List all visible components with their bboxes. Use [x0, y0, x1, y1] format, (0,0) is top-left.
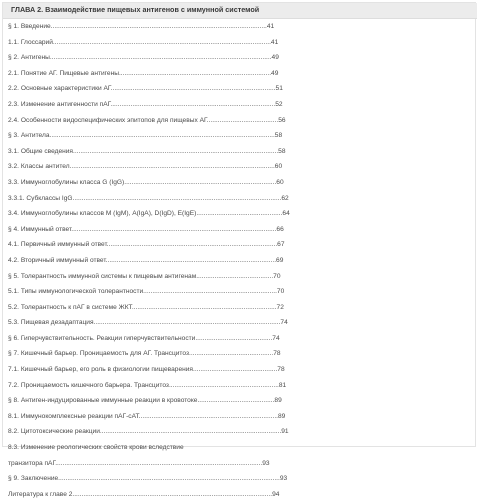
toc-entry: 7.1. Кишечный барьер, его роль в физиологии пищеварения..............................................78 — [8, 366, 285, 374]
toc-entry: 3.1. Общие сведения................................................................................................................58 — [8, 147, 286, 155]
toc-entry: 8.2. Цитотоксические реакции...................................................................................................91 — [8, 428, 289, 436]
toc-entry: 2.2. Основные характеристики АГ..........................................................................................51 — [8, 85, 283, 93]
toc-entry: 5.2. Толерантность к пАГ в системе ЖКТ...............................................................................72 — [8, 303, 284, 311]
toc-entry: § 2. Антигены.........................................................................................................................49 — [8, 54, 279, 62]
toc-entry: 5.3. Пищевая дезадаптация......................................................................................................74 — [8, 319, 288, 327]
toc-entry: § 5. Толерантность иммунной системы к пищевым антигенам..........................................70 — [8, 272, 281, 280]
toc-entry: 4.2. Вторичный иммунный ответ.............................................................................................69 — [8, 256, 284, 264]
toc-entry: § 6. Гиперчувствительность. Реакции гиперчувствительности..........................................74 — [8, 334, 280, 342]
toc-entry: 1.1. Глоссарий.......................................................................................................................41 — [8, 38, 279, 46]
toc-entry: 3.4. Иммуноглобулины классов М (IgM), A(IgA), D(IgD), E(IgE)...............................................64 — [8, 210, 290, 218]
toc-entry: 8.3. Изменение реологических свойств крови вследствие — [8, 444, 184, 452]
toc-entry: 5.1. Типы иммунологической толерантности.........................................................................70 — [8, 288, 285, 296]
chapter-title: ГЛАВА 2. Взаимодействие пищевых антигенов с иммунной системой — [11, 5, 260, 14]
chapter-header — [3, 3, 477, 19]
toc-entry: транзитора пАГ.................................................................................................................93 — [8, 459, 270, 467]
toc-entry: § 4. Иммунный ответ................................................................................................................66 — [8, 225, 284, 233]
toc-entry: § 1. Введение......................................................................................................................41 — [8, 23, 275, 30]
toc-entry: § 9. Заключение.........................................................................................................................93 — [8, 475, 288, 483]
toc-entry: 7.2. Проницаемость кишечного барьера. Трансцитоз............................................................81 — [8, 381, 287, 389]
toc-entry: § 8. Антиген-индуцированные иммунные реакции в кровотоке..........................................89 — [8, 397, 282, 405]
table-of-contents — [8, 19, 468, 502]
toc-entry: § 3. Антитела...........................................................................................................................58 — [8, 132, 283, 140]
toc-entry: 2.4. Особенности видоспецифических эпитопов для пищевых АГ.......................................56 — [8, 116, 286, 124]
toc-entry: § 7. Кишечный барьер. Проницаемость для АГ. Трансцитоз..............................................78 — [8, 350, 281, 358]
toc-entry: 3.3. Иммуноглобулины класса G (IgG)...................................................................................60 — [8, 178, 284, 186]
toc-entry: Литература к главе 2.............................................................................................................94 — [8, 490, 280, 498]
toc-entry: 3.2. Классы антител................................................................................................................60 — [8, 163, 283, 171]
toc-entry: 4.1. Первичный иммунный ответ.............................................................................................67 — [8, 241, 285, 249]
toc-entry: 2.1. Понятие АГ. Пищевые антигены...................................................................................49 — [8, 69, 279, 77]
toc-entry: 2.3. Изменение антигенности пАГ..........................................................................................52 — [8, 100, 283, 108]
toc-entry: 3.3.1. Субклассы IgG..................................................................................................................62 — [8, 194, 289, 202]
toc-entry: 8.1. Иммунокомплексные реакции пАГ-сАТ............................................................................89 — [8, 412, 286, 420]
